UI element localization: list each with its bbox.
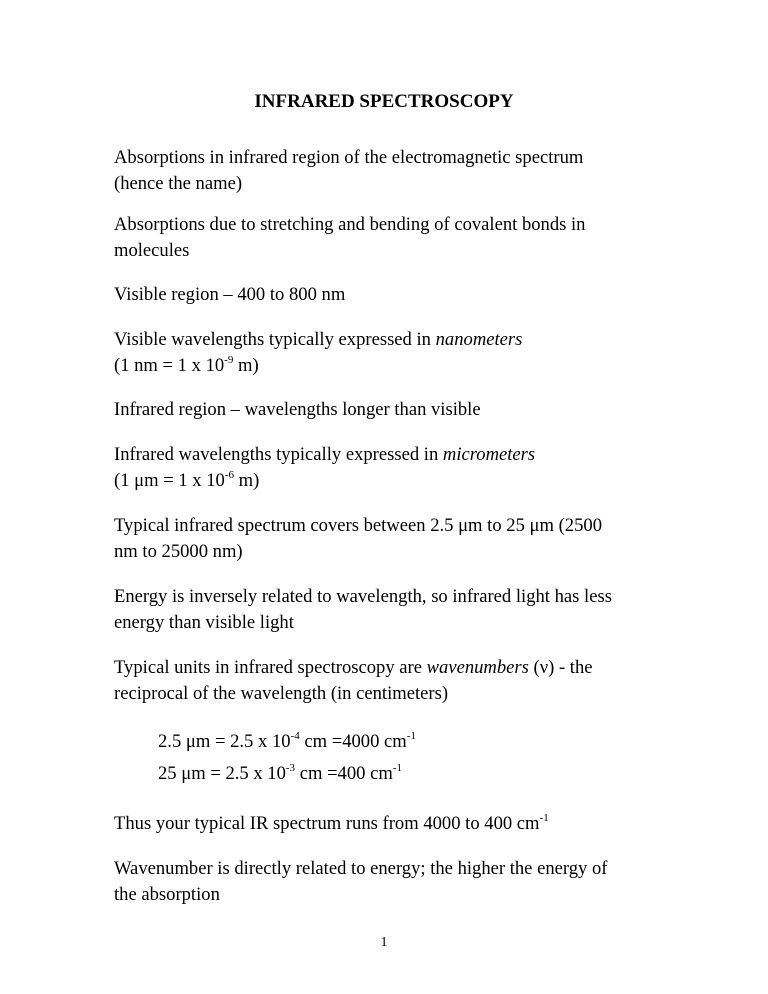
exponent: -9 <box>224 354 234 366</box>
emphasis-wavenumbers: wavenumbers <box>426 657 529 678</box>
exponent: -1 <box>406 730 416 742</box>
paragraph-energy-line2: energy than visible light <box>114 612 294 633</box>
equation-2-5-um <box>158 729 416 757</box>
text: (1 μm = 1 x 10 <box>114 470 225 491</box>
paragraph-visible-region: Visible region – 400 to 800 nm <box>114 284 346 305</box>
page-number: 1 <box>380 935 388 950</box>
text: 25 μm = 2.5 x 10 <box>158 763 286 784</box>
paragraph-visible-units-line1 <box>114 327 522 353</box>
paragraph-wavenumber-energy-line2: the absorption <box>114 884 220 905</box>
exponent: -6 <box>224 469 235 481</box>
paragraph-ir-range <box>114 811 549 839</box>
text: Infrared wavelengths typically expressed in <box>114 444 443 465</box>
text: cm =400 cm <box>295 763 393 784</box>
paragraph-infrared-units-line1 <box>114 442 535 468</box>
exponent: -4 <box>290 730 300 742</box>
text: (1 nm = 1 x 10 <box>114 355 225 376</box>
exponent: -1 <box>539 812 549 824</box>
paragraph-bonds-line1: Absorptions due to stretching and bending of covalent bonds in <box>114 214 586 235</box>
text: m) <box>233 355 259 376</box>
paragraph-spectrum-range-line1: Typical infrared spectrum covers between 2.5 μm to 25 μm (2500 <box>114 515 602 536</box>
equation-25-um <box>158 761 402 789</box>
paragraph-wavenumbers-line2: reciprocal of the wavelength (in centimeters) <box>114 683 449 704</box>
text: Typical units in infrared spectroscopy are <box>114 657 427 678</box>
paragraph-absorptions-line1: Absorptions in infrared region of the electromagnetic spectrum <box>114 147 584 168</box>
paragraph-spectrum-range-line2: nm to 25000 nm) <box>114 541 243 562</box>
paragraph-infrared-region: Infrared region – wavelengths longer than visible <box>114 399 481 420</box>
paragraph-infrared-units-line2 <box>114 468 259 496</box>
paragraph-visible-units-line2 <box>114 353 259 381</box>
text: cm =4000 cm <box>299 731 407 752</box>
emphasis-nanometers: nanometers <box>435 329 523 350</box>
exponent: -3 <box>285 762 296 774</box>
text: (ν) - the <box>528 657 593 678</box>
exponent: -1 <box>392 762 402 774</box>
paragraph-wavenumbers-line1 <box>114 655 593 681</box>
paragraph-bonds-line2: molecules <box>114 240 190 261</box>
text: m) <box>234 470 260 491</box>
emphasis-micrometers: micrometers <box>442 444 536 465</box>
text: Thus your typical IR spectrum runs from 4000 to 400 cm <box>114 813 540 834</box>
paragraph-absorptions-line2: (hence the name) <box>114 173 243 194</box>
text: Visible wavelengths typically expressed in <box>114 329 436 350</box>
text: 2.5 μm = 2.5 x 10 <box>158 731 291 752</box>
paragraph-wavenumber-energy-line1: Wavenumber is directly related to energy; the higher the energy of <box>114 858 608 879</box>
paragraph-energy-line1: Energy is inversely related to wavelength, so infrared light has less <box>114 586 612 607</box>
page-title: INFRARED SPECTROSCOPY <box>254 91 514 112</box>
